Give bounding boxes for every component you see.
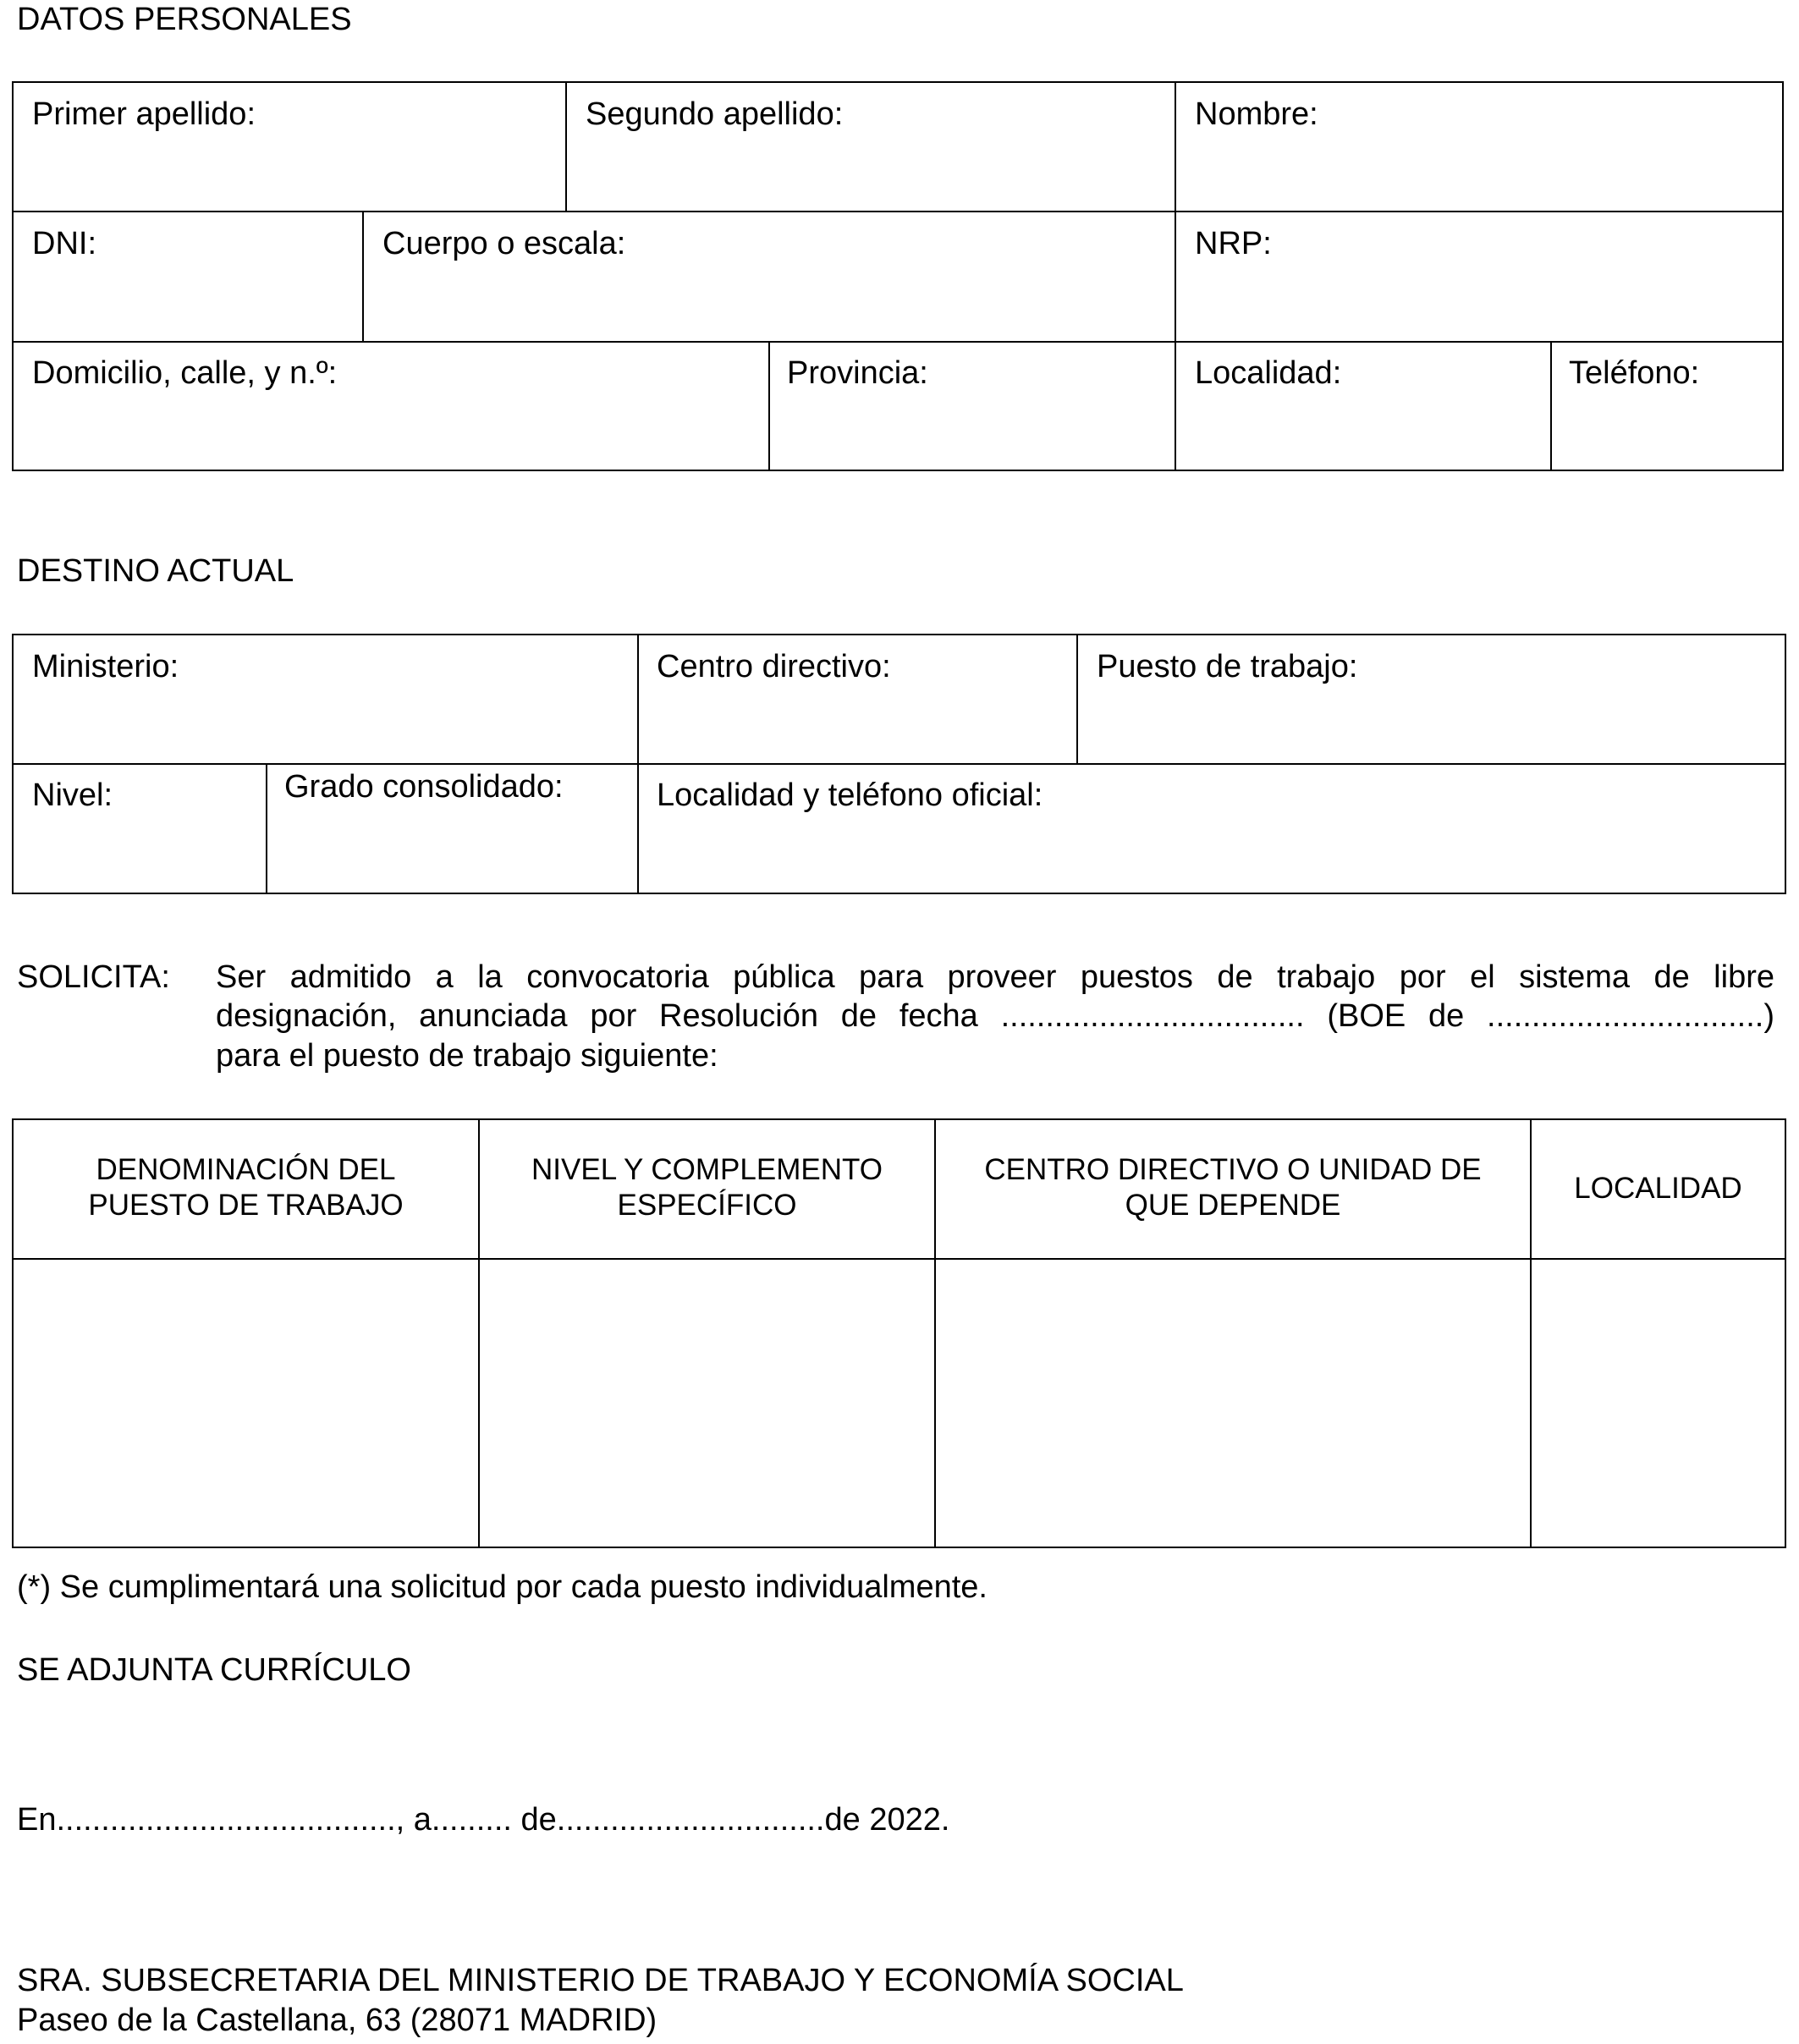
header-centro-line1: CENTRO DIRECTIVO O UNIDAD DE [984,1153,1482,1186]
cell-denominacion-input[interactable] [14,1260,478,1547]
header-nivel-complemento [480,1152,934,1223]
solicita-text-line1: Ser admitido a la convocatoria pública para proveer puestos de trabajo por el sistema de libre [216,959,1774,995]
col-divider [565,83,567,211]
col-divider [1550,341,1552,470]
field-telefono[interactable]: Teléfono: [1569,355,1700,391]
field-ministerio[interactable]: Ministerio: [32,649,179,684]
section-title-destino: DESTINO ACTUAL [17,553,294,589]
field-localidad[interactable]: Localidad: [1195,355,1342,391]
personal-data-table [12,81,1784,471]
header-centro-line2: QUE DEPENDE [1125,1189,1341,1222]
row-divider [14,763,1785,765]
solicita-label: SOLICITA: [17,959,170,995]
field-nivel[interactable]: Nivel: [32,777,113,813]
field-localidad-telefono[interactable]: Localidad y teléfono oficial: [657,777,1043,813]
field-grado-consolidado[interactable]: Grado consolidado: [284,769,564,805]
solicita-text-line3: para el puesto de trabajo siguiente: [216,1038,718,1074]
destino-table [12,634,1786,894]
field-nrp[interactable]: NRP: [1195,226,1272,261]
field-centro-directivo[interactable]: Centro directivo: [657,649,891,684]
col-divider [768,341,770,470]
cell-localidad-input[interactable] [1532,1260,1785,1547]
row-divider [14,341,1782,343]
field-puesto-trabajo[interactable]: Puesto de trabajo: [1097,649,1358,684]
header-nivel-line2: ESPECÍFICO [617,1189,797,1222]
solicita-text-line2: designación, anunciada por Resolución de fecha .................................. (BOE de ...............................) [216,998,1774,1034]
field-cuerpo-escala[interactable]: Cuerpo o escala: [382,226,626,261]
header-nivel-line1: NIVEL Y COMPLEMENTO [531,1153,883,1186]
section-title-personal: DATOS PERSONALES [17,2,352,37]
header-denominacion-line1: DENOMINACIÓN DEL [96,1153,396,1186]
col-divider [637,635,639,893]
field-provincia[interactable]: Provincia: [787,355,928,391]
field-primer-apellido[interactable]: Primer apellido: [32,96,256,132]
adjunta-curriculo: SE ADJUNTA CURRÍCULO [17,1652,411,1688]
destinatario-line2: Paseo de la Castellana, 63 (28071 MADRID) [17,2003,657,2038]
header-localidad: LOCALIDAD [1574,1172,1742,1205]
col-divider [1175,83,1176,470]
field-domicilio[interactable]: Domicilio, calle, y n.º: [32,355,338,391]
row-divider [14,211,1782,212]
puestos-table [12,1118,1786,1548]
field-segundo-apellido[interactable]: Segundo apellido: [586,96,844,132]
footnote: (*) Se cumplimentará una solicitud por cada puesto individualmente. [17,1569,988,1605]
cell-nivel-input[interactable] [480,1260,934,1547]
header-denominacion [14,1152,478,1223]
header-denominacion-line2: PUESTO DE TRABAJO [88,1189,404,1222]
col-divider [362,211,364,341]
cell-centro-input[interactable] [936,1260,1530,1547]
destinatario-line1: SRA. SUBSECRETARIA DEL MINISTERIO DE TRABAJO Y ECONOMÍA SOCIAL [17,1963,1184,1998]
col-divider [266,763,267,893]
fecha-lugar-line[interactable]: En......................................, a......... de..............................de 2022. [17,1802,950,1838]
field-nombre[interactable]: Nombre: [1195,96,1318,132]
header-centro-directivo [936,1152,1530,1223]
field-dni[interactable]: DNI: [32,226,96,261]
col-divider [1076,635,1078,763]
